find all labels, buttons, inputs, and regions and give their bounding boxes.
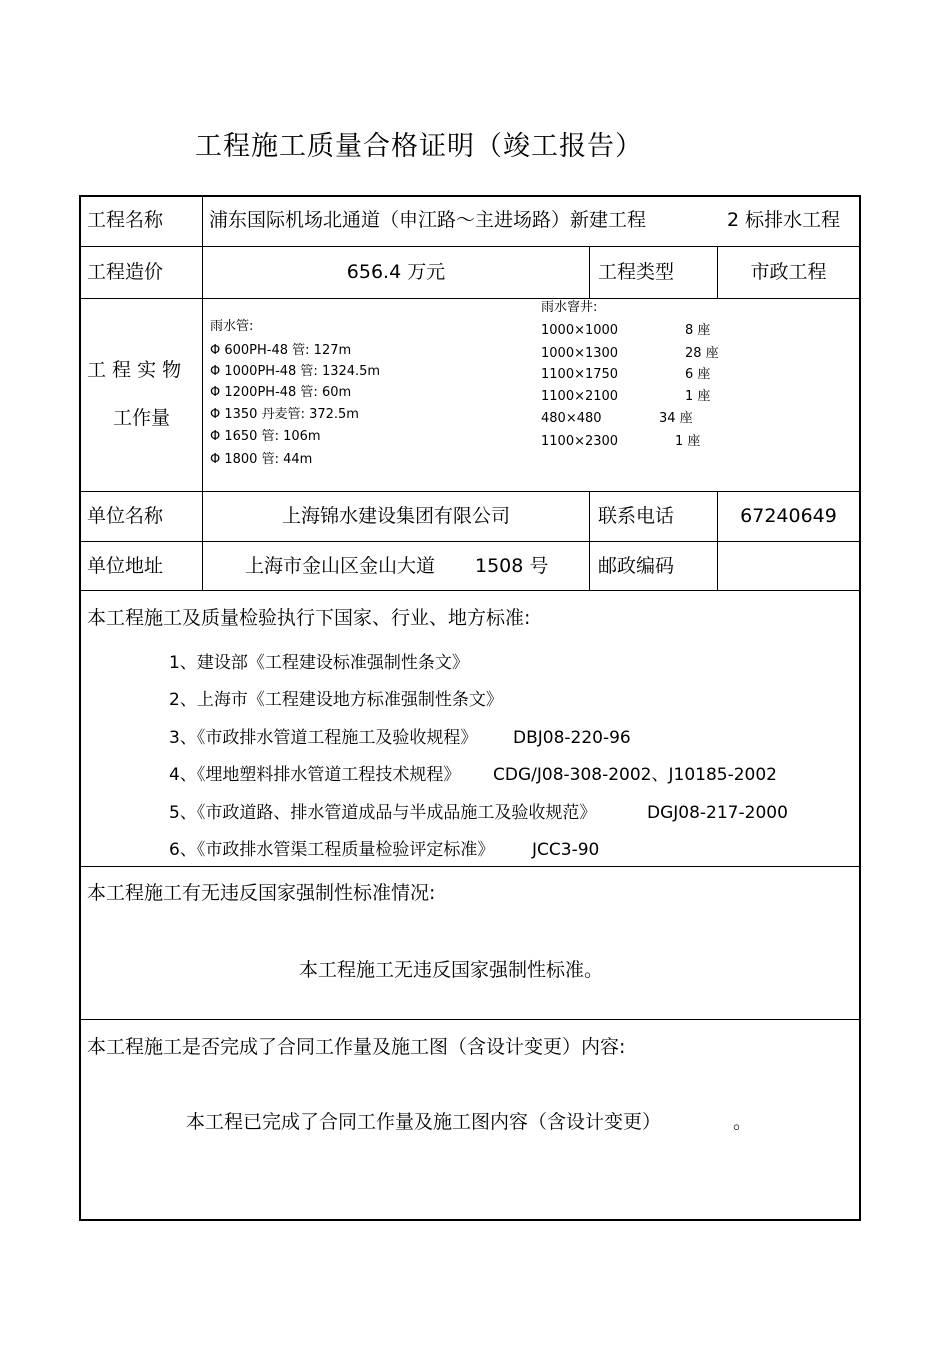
workload-label-line2: 工作量 [112, 407, 170, 429]
standard-item: 4、《埋地塑料排水管道工程技术规程》 [169, 765, 461, 785]
project-name-label: 工程名称 [87, 209, 164, 231]
rainwater-wells-title: 雨水窨井: [541, 300, 598, 315]
phone-value: 67240649 [740, 505, 837, 527]
well-count: 1 座 [675, 434, 701, 449]
well-count: 1 座 [685, 389, 711, 404]
unit-address-number: 1508 号 [475, 555, 549, 577]
project-name-value: 浦东国际机场北通道（申江路～主进场路）新建工程 [209, 209, 647, 231]
unit-name-label: 单位名称 [87, 505, 164, 527]
project-type-label: 工程类型 [598, 261, 675, 283]
completion-heading: 本工程施工是否完成了合同工作量及施工图（含设计变更）内容: [87, 1036, 626, 1058]
unit-address-value: 上海市金山区金山大道 [245, 555, 436, 577]
unit-name-value: 上海锦水建设集团有限公司 [281, 505, 510, 527]
well-size: 1000×1300 [541, 346, 619, 361]
standard-code: CDG/J08-308-2002、J10185-2002 [493, 765, 777, 785]
well-size: 1100×1750 [541, 367, 619, 382]
row-divider [81, 866, 859, 867]
project-cost-label: 工程造价 [87, 261, 164, 283]
phone-label: 联系电话 [598, 505, 675, 527]
pipe-item: Φ 1000PH-48 管: 1324.5m [210, 364, 381, 379]
row-divider [81, 298, 859, 299]
standard-item: 3、《市政排水管道工程施工及验收规程》 [169, 728, 478, 748]
rainwater-pipes-title: 雨水管: [210, 319, 254, 334]
row-divider [81, 246, 859, 247]
pipe-item: Φ 1800 管: 44m [210, 452, 313, 467]
row-divider [81, 590, 859, 591]
column-divider [202, 197, 203, 591]
standard-code: DBJ08-220-96 [513, 728, 631, 748]
standard-item: 5、《市政道路、排水管道成品与半成品施工及验收规范》 [169, 803, 597, 823]
completion-report-form [79, 195, 861, 1221]
row-divider [81, 541, 859, 542]
postal-code-label: 邮政编码 [598, 555, 675, 577]
violation-heading: 本工程施工有无违反国家强制性标准情况: [87, 882, 436, 904]
column-divider [589, 491, 590, 591]
project-type-value: 市政工程 [750, 261, 827, 283]
row-divider [81, 1019, 859, 1020]
workload-label-line1: 工 程 实 物 [87, 359, 182, 381]
well-size: 1100×2100 [541, 389, 619, 404]
standard-item: 1、建设部《工程建设标准强制性条文》 [169, 653, 469, 673]
well-count: 28 座 [685, 346, 719, 361]
standards-heading: 本工程施工及质量检验执行下国家、行业、地方标准: [87, 607, 531, 629]
pipe-item: Φ 1200PH-48 管: 60m [210, 385, 352, 400]
well-size: 1100×2300 [541, 434, 619, 449]
well-count: 8 座 [685, 323, 711, 338]
well-count: 6 座 [685, 367, 711, 382]
standard-item: 2、上海市《工程建设地方标准强制性条文》 [169, 690, 503, 710]
standard-code: JCC3-90 [532, 840, 600, 860]
unit-address-label: 单位地址 [87, 555, 164, 577]
pipe-item: Φ 1350 丹麦管: 372.5m [210, 407, 359, 422]
completion-answer: 本工程已完成了合同工作量及施工图内容（含设计变更） [186, 1111, 662, 1133]
project-name-suffix: 2 标排水工程 [727, 209, 841, 231]
well-size: 1000×1000 [541, 323, 619, 338]
violation-answer: 本工程施工无违反国家强制性标准。 [299, 959, 604, 981]
document-title: 工程施工质量合格证明（竣工报告） [195, 131, 643, 162]
completion-answer-end: 。 [733, 1111, 753, 1133]
pipe-item: Φ 1650 管: 106m [210, 429, 321, 444]
standard-code: DGJ08-217-2000 [647, 803, 788, 823]
row-divider [81, 491, 859, 492]
standard-item: 6、《市政排水管渠工程质量检验评定标准》 [169, 840, 495, 860]
column-divider [589, 246, 590, 299]
well-count: 34 座 [659, 411, 693, 426]
pipe-item: Φ 600PH-48 管: 127m [210, 343, 352, 358]
project-cost-value: 656.4 万元 [346, 261, 446, 283]
well-size: 480×480 [541, 411, 602, 426]
